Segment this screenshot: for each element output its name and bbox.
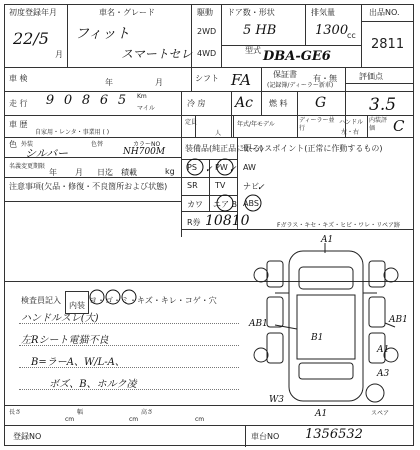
col-divider	[221, 5, 222, 67]
row-divider	[5, 405, 413, 406]
color-sub: 外装	[21, 141, 34, 148]
fuel-label: 燃 料	[269, 99, 288, 108]
height-label: 高さ	[141, 409, 154, 416]
shift-value: FA	[231, 71, 251, 89]
chassis-value: 1356532	[305, 427, 363, 442]
equip-item-pw: PW	[215, 163, 228, 172]
left-side-panel	[267, 297, 283, 327]
auction-sheet	[4, 4, 414, 446]
right-front-door	[369, 261, 385, 287]
mileage-label: 走 行	[9, 99, 28, 108]
nc-year-label: 年	[49, 168, 57, 177]
first-reg-label: 初度登録年月	[9, 8, 57, 17]
row-divider	[181, 137, 413, 138]
col-divider	[367, 115, 368, 137]
door-shape-label: ドア数・形状	[227, 8, 275, 17]
equip-circle	[217, 195, 233, 211]
model-name: フィット	[75, 26, 130, 42]
equip-item-tv: TV	[215, 181, 226, 190]
mileage-digit: 8	[81, 93, 91, 108]
col-divider	[245, 425, 246, 447]
capacity-label: 定員	[185, 119, 198, 126]
spare-label: スペア	[371, 410, 390, 417]
mark-circle	[90, 290, 104, 304]
grid-line	[345, 83, 413, 84]
row-divider	[5, 67, 413, 68]
color-no-value: NH700M	[123, 147, 166, 157]
sales-point-label: セールスポイント(正常に作動するもの)	[241, 144, 383, 153]
rsize-value: 10810	[205, 213, 250, 229]
chassis-label: 車台NO	[251, 432, 280, 441]
windshield	[299, 267, 353, 289]
notes-label: 注意事項(欠品・修復・不良箇所および状態)	[9, 182, 168, 191]
left-rear-door	[267, 333, 283, 363]
person-label: 人	[215, 130, 222, 137]
rsize-label: R券	[187, 218, 201, 227]
comment-line-2: 左Rシート電猫不良	[21, 335, 109, 346]
comment-line-3: B=ラーA、W/L-A、	[31, 357, 125, 368]
year-label: 年	[105, 78, 113, 87]
col-divider	[305, 5, 306, 45]
col-divider	[261, 67, 262, 115]
equipment-label: 装備品(純正品に限る)	[185, 144, 264, 153]
grade-value: スマートセレ	[121, 47, 193, 61]
inspector-interior-label: 内装	[69, 301, 85, 310]
damage-mark-rear: A1	[315, 409, 328, 419]
comment-line-1: ハンドルスレ(大)	[21, 313, 99, 324]
front-right-wheel	[384, 268, 398, 282]
damage-mark-front: A1	[321, 235, 334, 245]
right-side-panel	[369, 297, 385, 327]
mileage-digit: 5	[117, 93, 127, 108]
equip-item-navi: ナビ	[243, 182, 259, 191]
drive-4wd: 4WD	[197, 49, 217, 58]
warranty-options: 有・無	[313, 74, 337, 83]
equip-item-sr: SR	[187, 181, 198, 190]
model-grade-label: 車名・グレード	[99, 8, 155, 17]
month-label: 月	[55, 50, 63, 59]
col-divider	[181, 91, 182, 137]
equip-item-abs: ABS	[243, 199, 259, 208]
history-label: 車 歴	[9, 120, 28, 129]
spare-tire	[366, 384, 384, 402]
ac-label: 冷 房	[187, 99, 206, 108]
displacement-value: 1300	[315, 23, 349, 38]
left-front-door	[267, 261, 283, 287]
interior-value: C	[393, 117, 405, 135]
interior-label: 内装評価	[369, 117, 388, 132]
color-value: シルバー	[25, 147, 68, 160]
damage-mark-right-side: AB1	[389, 315, 408, 325]
col-divider	[67, 5, 68, 67]
front-left-wheel	[254, 268, 268, 282]
score-value: 3.5	[369, 95, 397, 115]
check-mark: ✓	[257, 183, 265, 193]
col-divider	[233, 115, 234, 137]
row-divider	[5, 91, 413, 92]
rear-left-wheel	[254, 348, 268, 362]
reg-no-label: 登録NO	[13, 432, 42, 441]
equip-item-aw: AW	[243, 163, 256, 172]
col-divider	[297, 91, 298, 115]
equip-circle	[187, 159, 203, 175]
damage-mark-right: A1	[377, 345, 390, 355]
drive-label: 駆動	[197, 8, 213, 17]
length-label: 長さ	[9, 409, 22, 416]
comment-line-4: ボズ、B、ホルク凌	[49, 379, 137, 390]
name-change-label: 名義変更期限	[9, 163, 46, 170]
nc-month-label: 月	[75, 168, 83, 177]
grid-line	[361, 21, 413, 22]
damage-mark-left-rear: W3	[269, 395, 284, 405]
mileage-digit: 6	[99, 93, 109, 108]
mark-circle	[122, 290, 136, 304]
displacement-label: 排気量	[311, 8, 335, 17]
nc-day-label: 日迄	[97, 168, 113, 177]
grid-line	[221, 45, 361, 46]
color-change-label: 色替	[91, 141, 104, 148]
roof-panel	[297, 295, 355, 359]
length-cm: cm	[65, 416, 75, 423]
first-reg-value: 22/5	[13, 29, 49, 48]
width-label: 幅	[77, 409, 84, 416]
inspection-label: 車 検	[9, 74, 28, 83]
mark-circle	[106, 290, 120, 304]
model-year-label: 年式/年モデル	[237, 121, 275, 128]
score-label: 評価点	[359, 72, 383, 81]
month-label: 月	[155, 78, 163, 87]
interior-mark-circles	[89, 285, 149, 305]
color-label: 色	[9, 140, 17, 149]
width-cm: cm	[129, 416, 139, 423]
row-divider	[5, 137, 181, 138]
handle-options: 左・右	[341, 129, 360, 136]
mileage-digit: 0	[63, 93, 73, 108]
features-label: Fガラス・キセ・キズ・ヒビ・ワレ・リペア跡	[277, 222, 401, 229]
km-label: Km	[137, 93, 147, 100]
col-divider	[297, 115, 298, 137]
load-label: 積載	[121, 168, 137, 177]
rear-window	[299, 363, 353, 379]
height-cm: cm	[195, 416, 205, 423]
mile-label: マイル	[137, 105, 155, 112]
mileage-odometer	[41, 93, 131, 108]
door-value: 5 HB	[243, 23, 277, 38]
ac-value: Ac	[235, 95, 253, 111]
equip-item-airbag: エア B	[213, 200, 238, 209]
car-damage-diagram	[245, 233, 413, 405]
row-divider	[5, 201, 181, 202]
inspector-label: 検査員記入	[21, 296, 61, 305]
dealer-label: ディーラー並行	[299, 117, 335, 132]
shift-label: シフト	[195, 74, 219, 83]
equip-circle	[245, 195, 261, 211]
damage-mark-left: AB1	[249, 319, 268, 329]
fuel-value: G	[315, 95, 327, 111]
cc-label: cc	[347, 31, 356, 40]
warranty-label: 保証書	[273, 70, 297, 79]
interior-marks: ヨ・ゴ・ミ・キズ・キレ・コゲ・穴	[89, 296, 217, 305]
check-mark: ✓	[205, 165, 213, 175]
col-divider	[231, 91, 232, 137]
model-code-value: DBA-GE6	[263, 49, 331, 64]
equip-item-leather: カワ	[187, 200, 203, 209]
load-kg-label: kg	[165, 167, 175, 176]
color-no-label: カラーNO	[133, 141, 161, 148]
history-options: 自家用・レンタ・事業用 ( )	[35, 129, 110, 136]
row-divider	[5, 115, 413, 116]
row-divider	[5, 425, 413, 426]
handle-label: ハンドル	[339, 119, 364, 126]
damage-mark-rear-right: A3	[377, 369, 390, 379]
equip-item-ps: PS	[187, 163, 197, 172]
lot-label: 出品NO.	[369, 8, 400, 17]
lot-value: 2811	[371, 37, 405, 52]
row-divider	[181, 229, 413, 230]
row-divider	[5, 177, 181, 178]
drive-2wd: 2WD	[197, 27, 217, 36]
damage-mark-roof: B1	[311, 333, 324, 343]
col-divider	[361, 5, 362, 67]
model-code-label: 型式	[245, 46, 261, 55]
warranty-sub: (記録簿/ディーラー新車)	[267, 82, 334, 89]
check-mark: ✓	[229, 165, 237, 175]
mileage-digit: 9	[45, 93, 55, 108]
